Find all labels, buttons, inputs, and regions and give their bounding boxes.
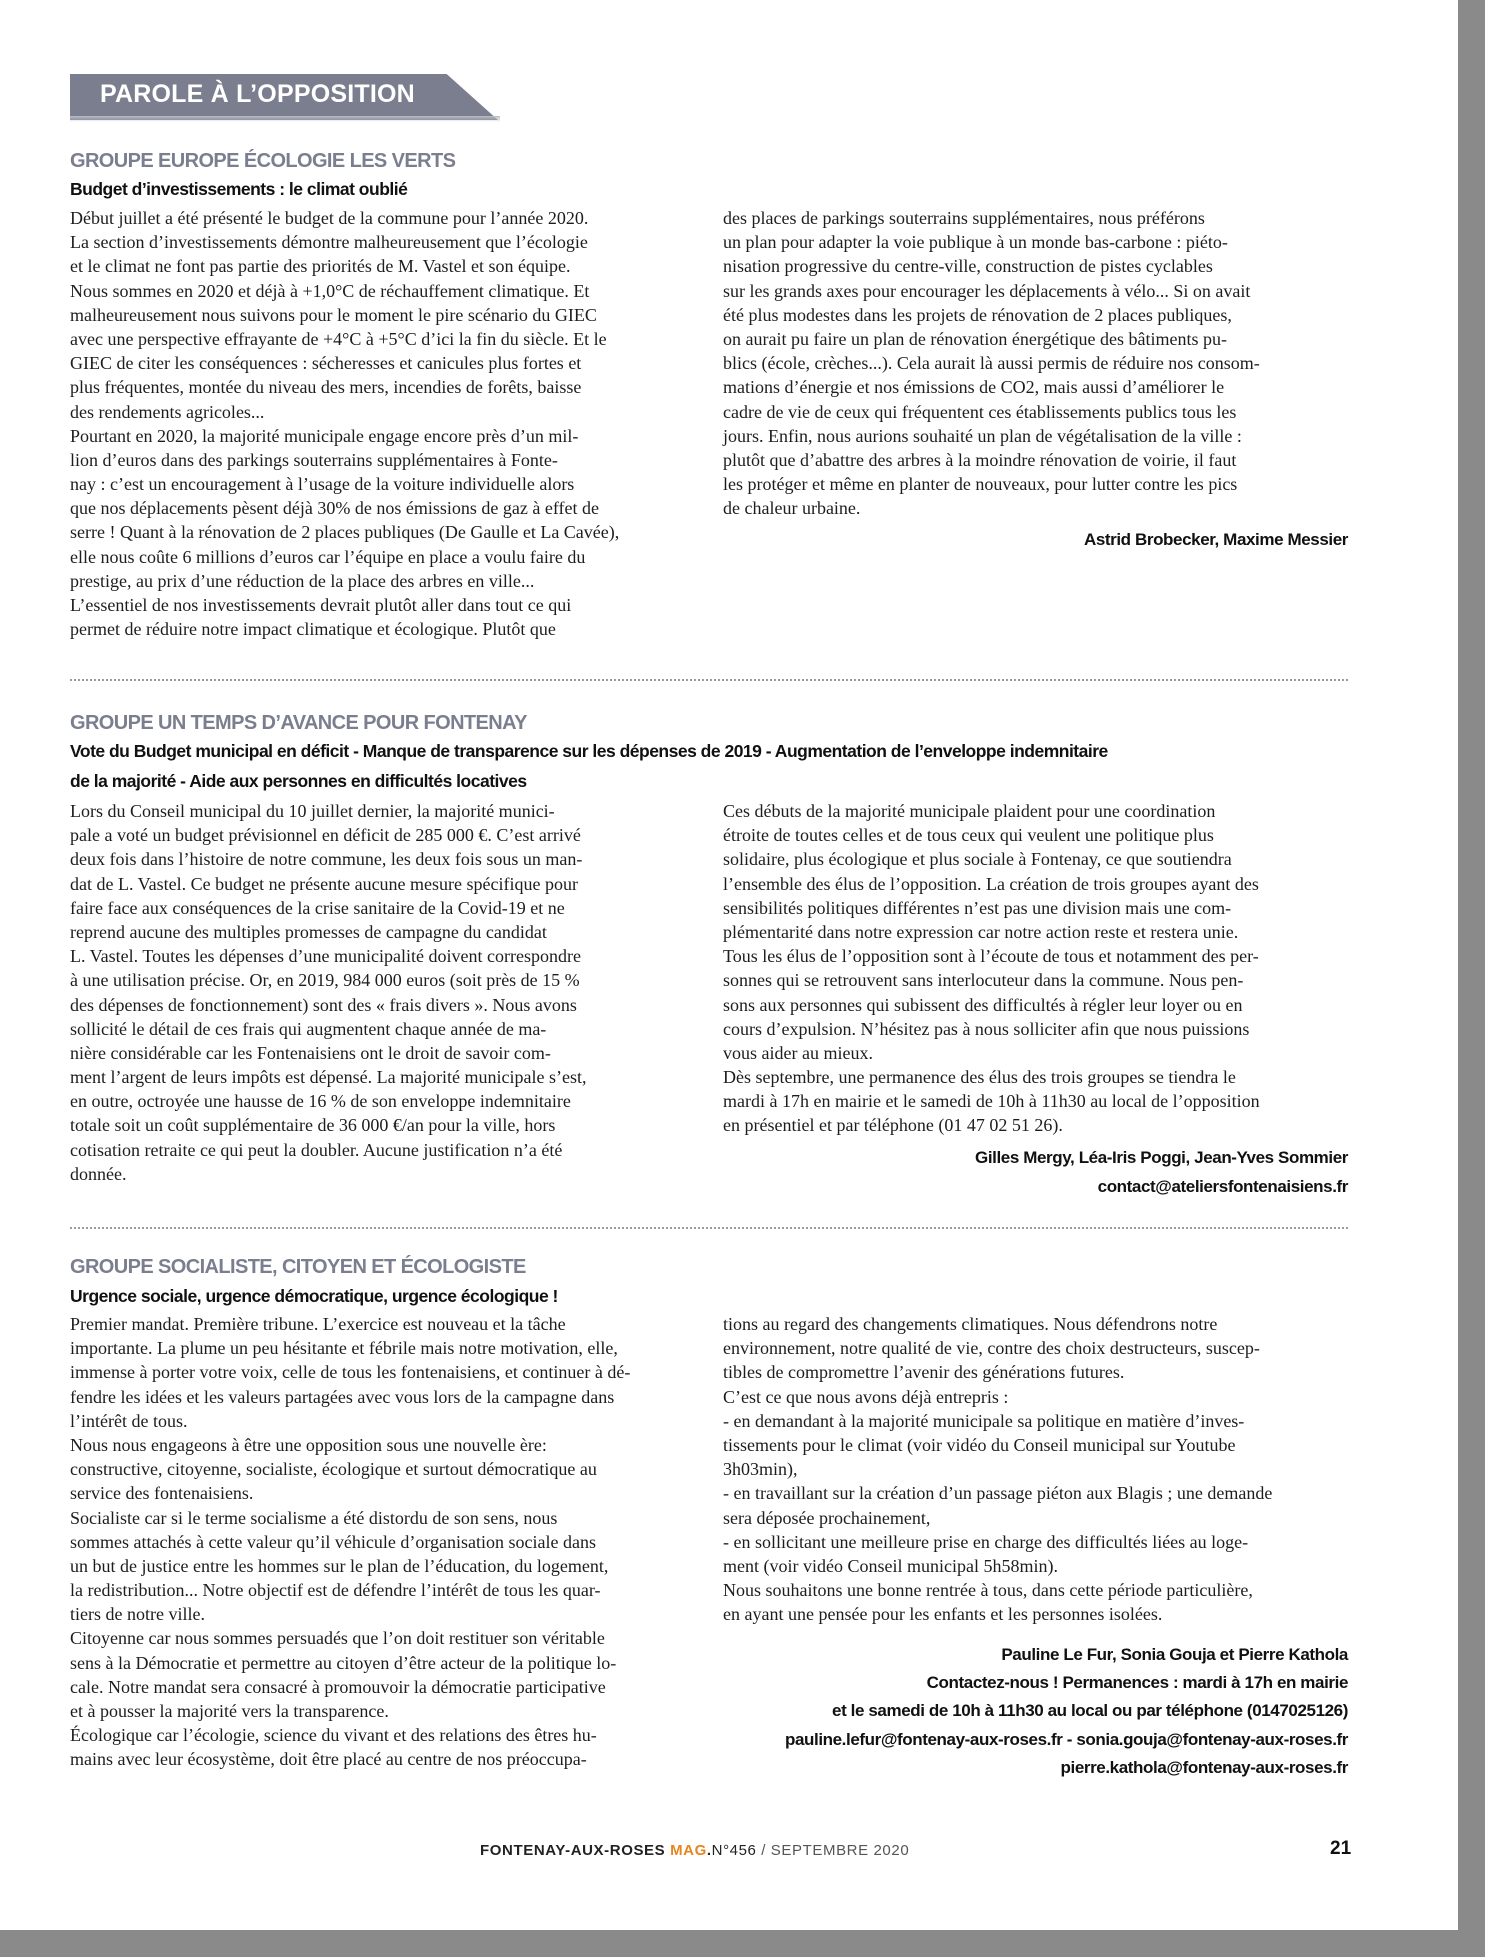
text-line: lion d’euros dans des parkings souterrains supplémentaires à Fonte- [70,449,558,470]
text-line: et le climat ne font pas partie des priorités de M. Vastel et son équipe. [70,256,571,277]
text-line: elle nous coûte 6 millions d’euros car l’équipe en place a voulu faire du [70,546,586,567]
text-line: La section d’investissements démontre malheureusement que l’écologie [70,232,588,253]
text-line: tions au regard des changements climatiques. Nous défendrons notre [723,1314,1218,1334]
text-line: Écologique car l’écologie, science du vivant et des relations des êtres hu- [70,1725,597,1746]
text-line: sommes attachés à cette valeur qu’il véhicule d’organisation sociale dans [70,1531,596,1552]
group-title-socialiste: GROUPE SOCIALISTE, CITOYEN ET ÉCOLOGISTE [70,1256,526,1278]
text-line: immense à porter votre voix, celle de tous les fontenaisiens, et continuer à dé- [70,1362,631,1383]
text-line: sonnes qui se retrouvent sans interlocuteur dans la commune. Nous pen- [723,970,1244,991]
text-line: C’est ce que nous avons déjà entrepris : [723,1386,1009,1407]
text-line: reprend aucune des multiples promesses de campagne du candidat [70,921,547,942]
text-line: Premier mandat. Première tribune. L’exercice est nouveau et la tâche [70,1314,566,1334]
text-line: nay : c’est un encouragement à l’usage de la voiture individuelle alors [70,474,575,495]
section-banner-shadow [70,116,500,122]
text-line: sensibilités politiques différentes n’est pas une division mais une com- [723,897,1232,918]
signature-socialiste: Pauline Le Fur, Sonia Gouja et Pierre Kathola [1001,1645,1348,1664]
text-line: vous aider au mieux. [723,1042,873,1063]
text-line: GIEC de citer les conséquences : sécheresses et canicules plus fortes et [70,353,582,374]
signature-temps-avance: Gilles Mergy, Léa-Iris Poggi, Jean-Yves Sommier [975,1148,1348,1167]
text-line: service des fontenaisiens. [70,1483,254,1504]
text-line: Pourtant en 2020, la majorité municipale engage encore près d’un mil- [70,425,579,446]
contact-hours-socialiste: et le samedi de 10h à 11h30 au local ou par téléphone (0147025126) [832,1701,1348,1720]
text-line: sera déposée prochainement, [723,1507,931,1528]
text-line: les protéger et même en planter de nouveaux, pour lutter contre les pics [723,474,1238,495]
text-line: jours. Enfin, nous aurions souhaité un plan de végétalisation de la ville : [723,425,1242,446]
text-line: ment l’argent de leurs impôts est dépensé. La majorité municipale s’est, [70,1067,587,1088]
text-line: Nous sommes en 2020 et déjà à +1,0°C de réchauffement climatique. Et [70,280,590,301]
text-line: totale soit un coût supplémentaire de 36 000 €/an pour la ville, hors [70,1115,556,1136]
text-line: 3h03min), [723,1459,798,1480]
text-line: un but de justice entre les hommes sur le plan de l’éducation, du logement, [70,1555,609,1576]
text-line: plémentarité dans notre expression car notre action reste et restera unie. [723,921,1239,942]
text-line: en présentiel et par téléphone (01 47 02 51 26). [723,1115,1063,1136]
text-line: serre ! Quant à la rénovation de 2 places publiques (De Gaulle et La Cavée), [70,522,620,543]
text-line: des rendements agricoles... [70,401,265,422]
contact-email-temps-avance: contact@ateliersfontenaisiens.fr [1097,1177,1348,1196]
text-line: l’intérêt de tous. [70,1410,188,1431]
text-line: mains avec leur écosystème, doit être placé au centre de nos préoccupa- [70,1749,587,1770]
article-column-left-eelv [70,206,695,641]
article-column-right-temps-avance [723,799,1349,1138]
text-line: ment (voir vidéo Conseil municipal 5h58min). [723,1555,1058,1576]
text-line: cours d’expulsion. N’hésitez pas à nous solliciter afin que nous puissions [723,1018,1250,1039]
text-line: donnée. [70,1163,127,1184]
text-line: Dès septembre, une permanence des élus des trois groupes se tiendra le [723,1067,1236,1088]
section-banner: PAROLE À L’OPPOSITION [100,80,415,108]
text-line: Citoyenne car nous sommes persuadés que l’on doit restituer son véritable [70,1628,605,1649]
contact-permanences-socialiste: Contactez-nous ! Permanences : mardi à 17h en mairie [926,1673,1348,1692]
text-line: malheureusement nous suivons pour le moment le pire scénario du GIEC [70,304,597,325]
text-line: - en demandant à la majorité municipale sa politique en matière d’inves- [723,1410,1245,1431]
text-line: sur les grands axes pour encourager les déplacements à vélo... Si on avait [723,280,1251,301]
text-line: environnement, notre qualité de vie, contre des choix destructeurs, suscep- [723,1338,1260,1359]
text-line: sollicité le détail de ces frais qui augmentent chaque année de ma- [70,1018,547,1039]
text-line: faire face aux conséquences de la crise sanitaire de la Covid-19 et ne [70,897,565,918]
text-line: deux fois dans l’histoire de notre commune, les deux fois sous un man- [70,849,583,870]
article-subtitle-temps-avance-line1: Vote du Budget municipal en déficit - Manque de transparence sur les dépenses de 2019 - Augmentation de l’enveloppe indemnitaire [70,741,1108,761]
text-line: cale. Notre mandat sera consacré à promouvoir la démocratie participative [70,1676,606,1697]
text-line: sons aux personnes qui subissent des difficultés à régler leur loyer ou en [723,994,1243,1015]
text-line: la redistribution... Notre objectif est de défendre l’intérêt de tous les quar- [70,1580,601,1601]
text-line: tissements pour le climat (voir vidéo du Conseil municipal sur Youtube [723,1434,1236,1455]
text-line: sens à la Démocratie et permettre au citoyen d’être acteur de la politique lo- [70,1652,617,1673]
text-line: Nous nous engageons à être une opposition sous une nouvelle ère: [70,1434,547,1455]
text-line: L’essentiel de nos investissements devrait plutôt aller dans tout ce qui [70,595,572,615]
text-line: tibles de compromettre l’avenir des générations futures. [723,1362,1125,1383]
contact-emails-socialiste: pauline.lefur@fontenay-aux-roses.fr - sonia.gouja@fontenay-aux-roses.fr [784,1730,1348,1749]
article-subtitle-temps-avance-line2: de la majorité - Aide aux personnes en difficultés locatives [70,771,527,791]
text-line: pale a voté un budget prévisionnel en déficit de 285 000 €. C’est arrivé [70,825,581,846]
group-title-eelv: GROUPE EUROPE ÉCOLOGIE LES VERTS [70,150,456,172]
text-line: importante. La plume un peu hésitante et fébrile mais notre motivation, elle, [70,1338,618,1359]
text-line: - en travaillant sur la création d’un passage piéton aux Blagis ; une demande [723,1483,1273,1504]
text-line: mardi à 17h en mairie et le samedi de 10h à 11h30 au local de l’opposition [723,1091,1260,1112]
article-column-left-temps-avance [70,799,695,1186]
text-line: des places de parkings souterrains supplémentaires, nous préférons [723,208,1205,228]
text-line: solidaire, plus écologique et plus sociale à Fontenay, ce que soutiendra [723,849,1232,870]
issue-date: / SEPTEMBRE 2020 [756,1842,910,1859]
text-line: - en sollicitant une meilleure prise en charge des difficultés liées au loge- [723,1531,1249,1552]
text-line: en outre, octroyée une hausse de 16 % de son enveloppe indemnitaire [70,1091,571,1112]
text-line: cadre de vie de ceux qui fréquentent ces établissements publics tous les [723,401,1237,422]
text-line: permet de réduire notre impact climatique et écologique. Plutôt que [70,619,556,640]
text-line: constructive, citoyenne, socialiste, écologique et surtout démocratique au [70,1459,597,1480]
text-line: des dépenses de fonctionnement) sont des « frais divers ». Nous avons [70,994,577,1015]
text-line: Début juillet a été présenté le budget de la commune pour l’année 2020. [70,208,589,228]
page-number: 21 [1330,1838,1352,1859]
text-line: Nous souhaitons une bonne rentrée à tous, dans cette période particulière, [723,1580,1253,1601]
issue-number: N°456 [711,1842,757,1859]
article-column-right-socialiste [723,1312,1349,1626]
text-line: été plus modestes dans les projets de rénovation de 2 places publiques, [723,304,1232,325]
text-line: étroite de toutes celles et de tous ceux qui veulent une politique plus [723,825,1214,846]
text-line: plutôt que d’abattre des arbres à la moindre rénovation de voirie, il faut [723,449,1237,470]
article-column-right-eelv [723,206,1349,520]
magazine-name: FONTENAY-AUX-ROSES [480,1842,666,1859]
text-line: un plan pour adapter la voie publique à un monde bas-carbone : piéto- [723,232,1228,253]
text-line: et à pousser la majorité vers la transparence. [70,1701,389,1721]
text-line: mations d’énergie et nos émissions de CO2, mais aussi d’améliorer le [723,377,1225,398]
article-subtitle-eelv: Budget d’investissements : le climat oublié [70,179,408,199]
signature-eelv: Astrid Brobecker, Maxime Messier [1083,530,1348,549]
text-line: dat de L. Vastel. Ce budget ne présente aucune mesure spécifique pour [70,873,578,894]
text-line: à une utilisation précise. Or, en 2019, 984 000 euros (soit près de 15 % [70,970,580,991]
text-line: Ces débuts de la majorité municipale plaident pour une coordination [723,801,1216,821]
group-title-temps-avance: GROUPE UN TEMPS D’AVANCE POUR FONTENAY [70,712,527,734]
text-line: L. Vastel. Toutes les dépenses d’une municipalité doivent correspondre [70,946,581,967]
text-line: que nos déplacements pèsent déjà 30% de nos émissions de gaz à effet de [70,498,599,519]
text-line: prestige, au prix d’une réduction de la place des arbres en ville... [70,570,535,591]
text-line: Tous les élus de l’opposition sont à l’écoute de tous et notamment des per- [723,946,1259,967]
section-divider [70,1227,1348,1229]
text-line: en ayant une pensée pour les enfants et les personnes isolées. [723,1604,1163,1625]
text-line: blics (école, crèches...). Cela aurait là aussi permis de réduire nos consom- [723,353,1260,374]
text-line: de chaleur urbaine. [723,498,861,519]
section-divider [70,679,1348,681]
page-footer [480,1842,909,1859]
text-line: nisation progressive du centre-ville, construction de pistes cyclables [723,256,1213,277]
text-line: Socialiste car si le terme socialisme a été distordu de son sens, nous [70,1507,558,1528]
text-line: l’ensemble des élus de l’opposition. La création de trois groupes ayant des [723,873,1259,894]
text-line: avec une perspective effrayante de +4°C à +5°C d’ici la fin du siècle. Et le [70,328,607,349]
text-line: Lors du Conseil municipal du 10 juillet dernier, la majorité munici- [70,801,555,821]
text-line: tiers de notre ville. [70,1604,205,1625]
article-subtitle-socialiste: Urgence sociale, urgence démocratique, urgence écologique ! [70,1286,558,1306]
article-column-left-socialiste [70,1312,695,1772]
text-line: nière considérable car les Fontenaisiens ont le droit de savoir com- [70,1042,551,1063]
text-line: fendre les idées et les valeurs partagées avec vous lors de la campagne dans [70,1386,615,1407]
magazine-suffix: MAG [670,1842,707,1859]
footer-separator: . [706,1842,712,1859]
text-line: on aurait pu faire un plan de rénovation énergétique des bâtiments pu- [723,328,1227,349]
text-line: cotisation retraite ce qui peut la doubler. Aucune justification n’a été [70,1139,563,1160]
contact-email-kathola: pierre.kathola@fontenay-aux-roses.fr [1060,1758,1348,1777]
text-line: plus fréquentes, montée du niveau des mers, incendies de forêts, baisse [70,377,582,398]
